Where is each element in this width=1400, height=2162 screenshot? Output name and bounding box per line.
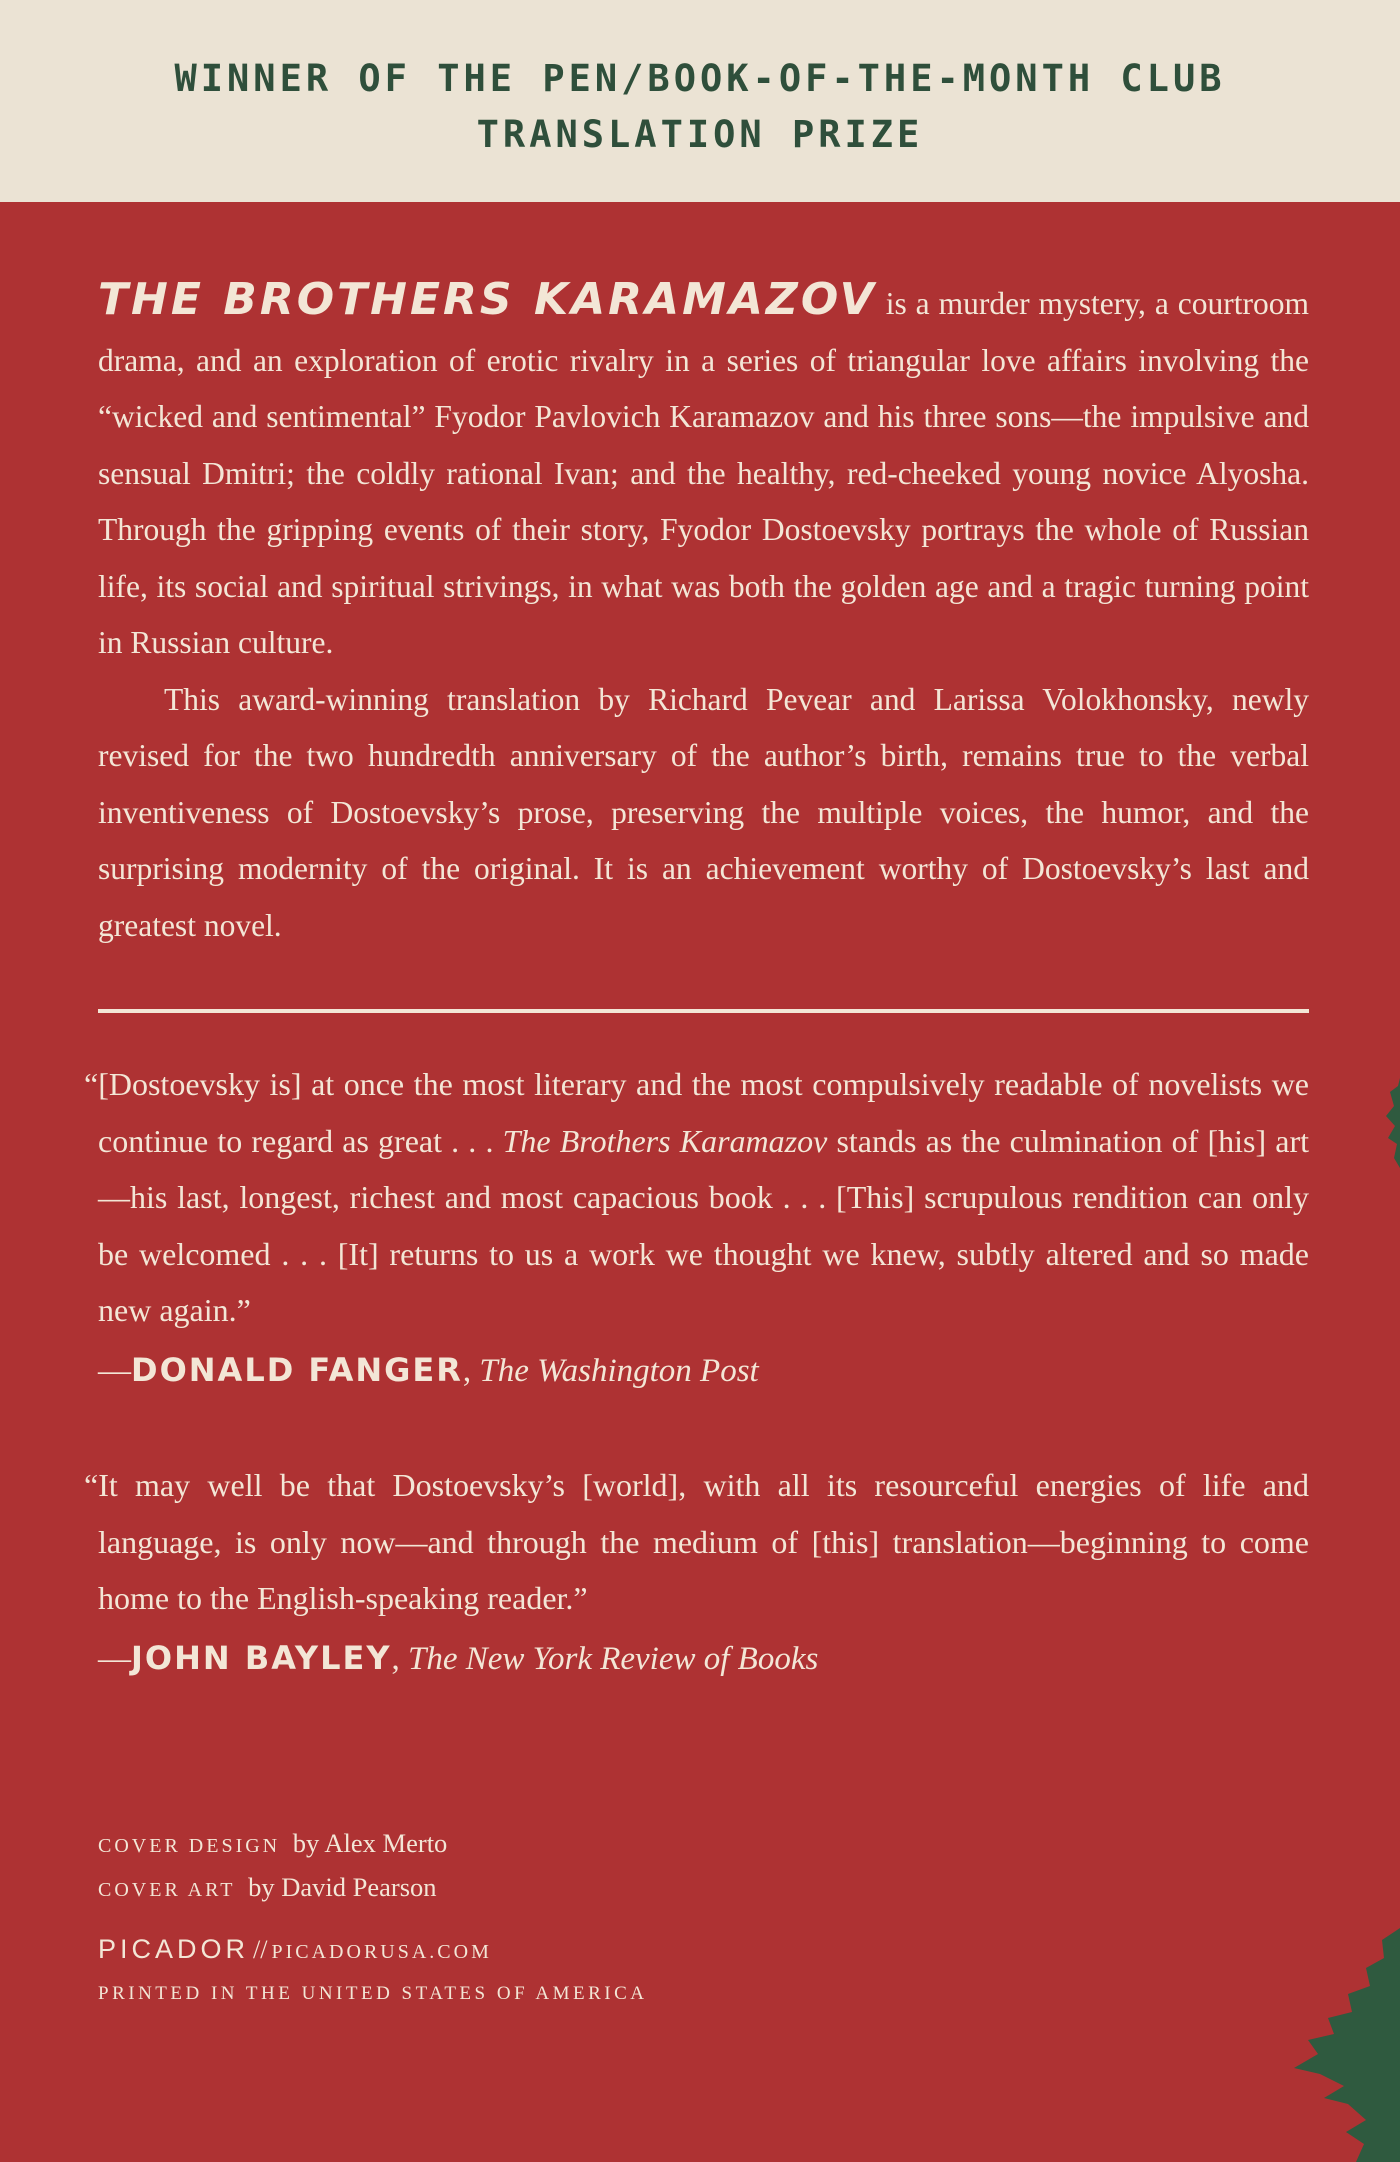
review-quote-1: [84, 1056, 1310, 1400]
review-quote-2: [84, 1457, 1309, 1688]
section-divider: [98, 1009, 1309, 1013]
quote-2-comma: ,: [391, 1640, 408, 1677]
publisher-website[interactable]: PICADORUSA.COM: [271, 1941, 492, 1963]
quote-1-comma: ,: [462, 1352, 480, 1389]
quote-1-book-title: The Brothers Karamazov: [502, 1122, 828, 1159]
award-line-2: TRANSLATION PRIZE: [476, 113, 924, 156]
publisher-name: PICADOR: [98, 1934, 250, 1964]
publisher-separator: //: [253, 1935, 268, 1964]
cover-design-credit: [98, 1823, 898, 1867]
book-title: THE BROTHERS KARAMAZOV: [98, 274, 877, 325]
cover-art-credit: [98, 1867, 898, 1911]
award-line-1: WINNER OF THE PEN/BOOK-OF-THE-MONTH CLUB: [174, 57, 1226, 100]
description-paragraph-1-text: is a murder mystery, a courtroom drama, and an exploration of erotic rivalry in a series of triangular love affairs involving the “wicked and sentimental” Fyodor Pavlovich Karamazov and his three sons—the impulsive and sensual Dmitri; the coldly rational Ivan; and the healthy, red-cheeked young novice Alyosha. Through the gripping events of their story, Fyodor Dostoevsky portrays the whole of Russian life, its social and spiritual strivings, in what was both the golden age and a tragic turning point in Russian culture.: [98, 286, 1309, 660]
quote-1-text-end: stands as the culmination of [his] art—his last, longest, richest and most capacious book . . . [This] scrupulous rendition can only be welcomed . . . [It] returns to us a work we thought we knew, subtly altered and so made new again.”: [98, 1122, 1310, 1328]
cover-art-label: COVER ART: [98, 1879, 236, 1901]
book-description: [98, 276, 1309, 954]
quote-1-author: DONALD FANGER: [131, 1350, 463, 1389]
quote-2-author: JOHN BAYLEY: [131, 1638, 392, 1677]
quote-1-source: The Washington Post: [479, 1352, 759, 1389]
quote-2-dash: —: [98, 1640, 131, 1677]
cover-art-name: by David Pearson: [248, 1872, 437, 1902]
printed-in: PRINTED IN THE UNITED STATES OF AMERICA: [98, 1983, 648, 2004]
cover-design-label: COVER DESIGN: [98, 1835, 281, 1857]
cover-design-name: by Alex Merto: [292, 1828, 448, 1858]
credits-block: [98, 1823, 898, 2014]
quote-1-dash: —: [98, 1352, 131, 1389]
quote-2-text: “It may well be that Dostoevsky’s [world], with all its resourceful energies of life and language, is only now—and through the medium of [this] translation—beginning to come home to the English-speaking reader.”: [84, 1467, 1309, 1616]
green-paint-splash-lower: [1290, 1928, 1400, 2162]
publisher-line: [98, 1929, 898, 1974]
green-paint-splash-upper: [1378, 1078, 1400, 1168]
quote-1-text: [84, 1056, 1310, 1339]
quote-2-source: The New York Review of Books: [408, 1640, 819, 1677]
description-paragraph-2: This award-winning translation by Richard Pevear and Larissa Volokhonsky, newly revised for the two hundredth anniversary of the author’s birth, remains true to the verbal inventiveness of Dostoevsky’s prose, preserving the multiple voices, the humor, and the surprising modernity of the original. It is an achievement worthy of Dostoevsky’s last and greatest novel.: [98, 681, 1309, 943]
quote-2-attribution: [98, 1629, 1309, 1688]
description-paragraph-1: [98, 276, 1309, 672]
quote-1-attribution: [98, 1341, 1309, 1400]
quote-1-text-start: “[Dostoevsky is] at once the most literary and the most compulsively readable of novelists we continue to regard as great . . .: [84, 1066, 1309, 1159]
award-banner: [0, 0, 1400, 202]
